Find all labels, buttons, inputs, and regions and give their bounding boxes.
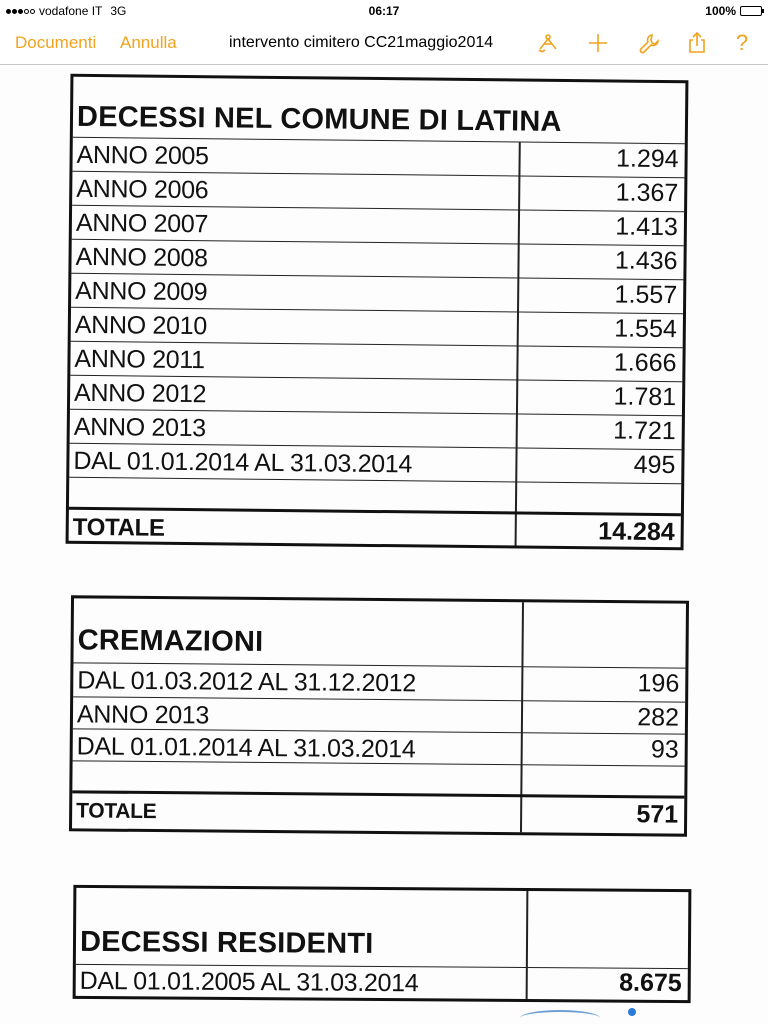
row-value: 1.557: [614, 280, 678, 310]
total-value: 571: [636, 800, 679, 829]
row-value: 1.666: [613, 348, 677, 378]
documents-button[interactable]: Documenti: [15, 33, 97, 52]
row-value: 495: [633, 450, 676, 480]
row-label: ANNO 2009: [75, 276, 208, 307]
row-label: ANNO 2012: [73, 378, 207, 409]
row-value: 282: [637, 703, 680, 732]
document-title: intervento cimitero CC21maggio2014: [229, 34, 494, 51]
document-page: [0, 65, 768, 1024]
wrench-icon[interactable]: [636, 30, 662, 56]
row-label: ANNO 2006: [76, 174, 209, 205]
row-label: ANNO 2013: [76, 700, 210, 730]
table-row: [73, 729, 685, 766]
row-label: DAL 01.01.2014 AL 31.03.2014: [76, 732, 416, 764]
decessi-title: DECESSI NEL COMUNE DI LATINA: [76, 100, 562, 138]
row-value: 1.554: [614, 314, 677, 344]
residenti-table: [73, 885, 692, 1003]
residenti-title: DECESSI RESIDENTI: [79, 925, 374, 960]
row-label: ANNO 2013: [73, 412, 207, 443]
row-label: ANNO 2010: [74, 310, 208, 341]
cremazioni-title: CREMAZIONI: [77, 624, 264, 658]
row-label: DAL 01.03.2012 AL 31.12.2012: [77, 666, 417, 698]
status-right: [705, 4, 762, 18]
plus-icon[interactable]: [585, 30, 611, 56]
table-row: [73, 697, 685, 734]
status-bar: [0, 0, 768, 22]
brush-icon[interactable]: [535, 30, 561, 56]
row-value: 8.675: [619, 968, 682, 998]
carrier-label: vodafone IT: [39, 4, 103, 18]
row-value: 1.294: [615, 144, 679, 174]
row-label: ANNO 2005: [76, 140, 209, 171]
table-row: [76, 965, 688, 1001]
row-value: 93: [650, 735, 679, 764]
row-value: 1.781: [613, 382, 677, 412]
battery-percent: 100%: [705, 4, 736, 18]
total-label: TOTALE: [76, 799, 157, 824]
row-label: ANNO 2011: [74, 344, 205, 375]
total-value: 14.284: [598, 517, 675, 547]
row-label: DAL 01.01.2014 AL 31.03.2014: [73, 446, 413, 479]
nav-bar: [0, 22, 768, 65]
help-icon[interactable]: ?: [735, 30, 749, 55]
row-label: DAL 01.01.2005 AL 31.03.2014: [79, 966, 419, 998]
battery-icon: [740, 6, 762, 16]
page-indicator-dot: [628, 1008, 636, 1016]
share-icon[interactable]: [684, 30, 710, 56]
cancel-button[interactable]: Annulla: [120, 33, 177, 52]
total-label: TOTALE: [72, 513, 165, 542]
row-value: 196: [637, 669, 680, 698]
network-label: 3G: [110, 4, 127, 18]
empty-row: [72, 761, 684, 798]
row-label: ANNO 2008: [75, 242, 208, 273]
total-row: [69, 510, 681, 550]
row-value: 1.367: [615, 178, 679, 208]
clock: 06:17: [368, 4, 400, 18]
cremazioni-table: [69, 595, 689, 836]
table-row: [73, 663, 685, 702]
row-value: 1.436: [614, 246, 678, 276]
total-row: [72, 793, 684, 834]
row-value: 1.721: [613, 416, 676, 446]
row-label: ANNO 2007: [75, 208, 209, 239]
row-value: 1.413: [615, 212, 679, 242]
decessi-table: [66, 74, 689, 550]
